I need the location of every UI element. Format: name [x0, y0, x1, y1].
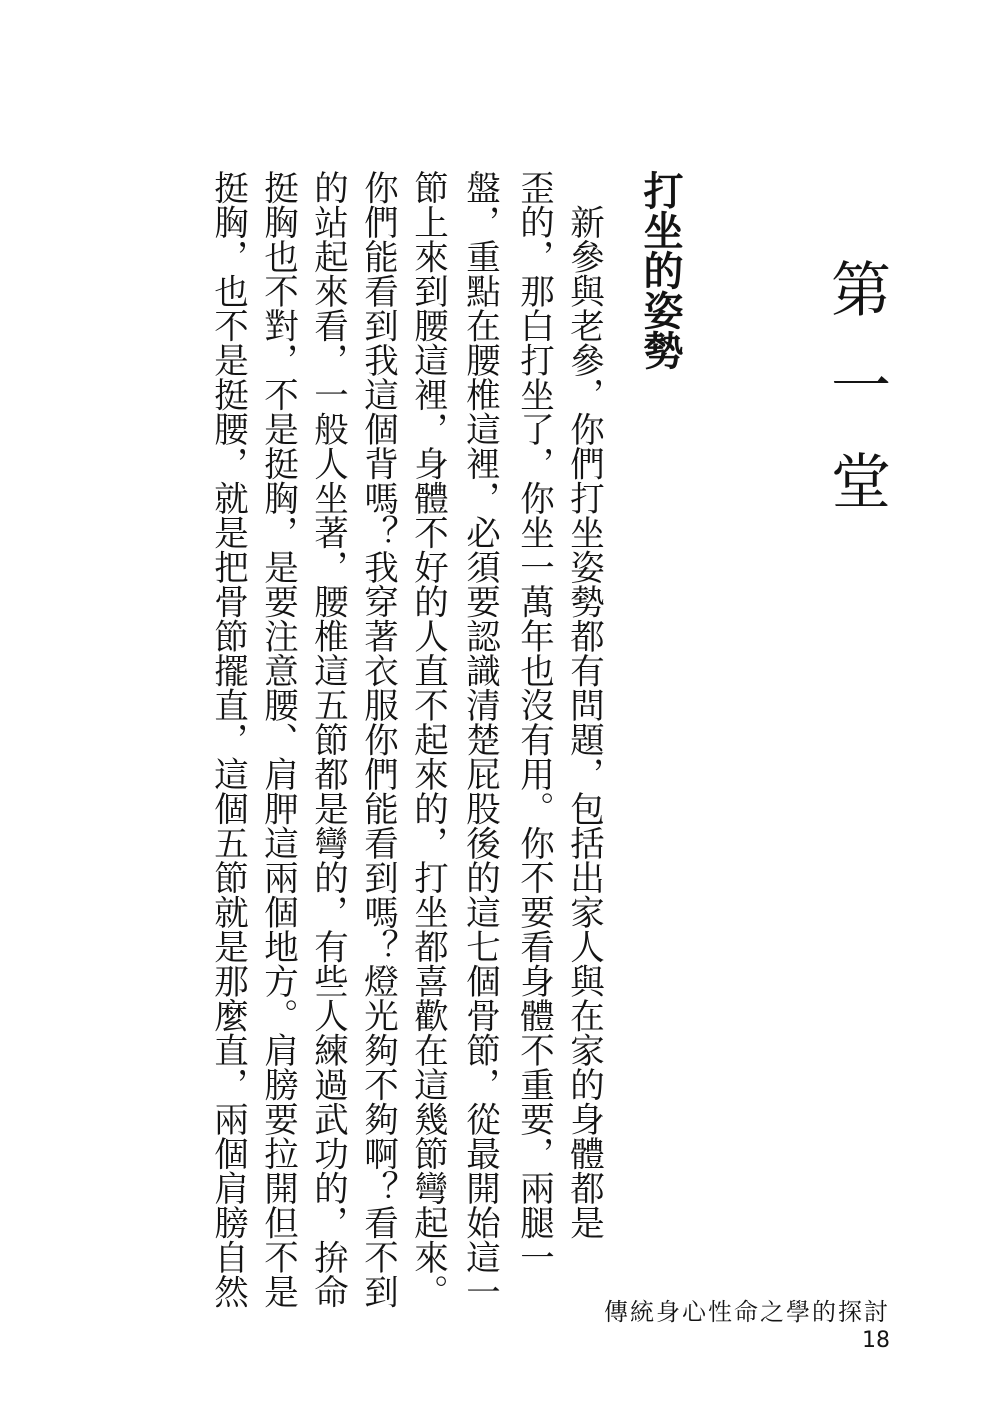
body-line-4: 節上來到腰這裡，身體不好的人直不起來的，打坐都喜歡在這幾節彎起來。	[407, 170, 448, 1309]
body-line-6: 的站起來看，一般人坐著，腰椎這五節都是彎的，有些人練過武功的，拚命	[307, 170, 348, 1309]
body-line-7: 挺胸也不對，不是挺胸，是要注意腰、肩胛這兩個地方。肩膀要拉開但不是	[257, 170, 298, 1309]
body-line-3: 盤，重點在腰椎這裡，必須要認識清楚屁股後的這七個骨節，從最開始這一	[459, 170, 500, 1309]
body-line-5: 你們能看到我這個背嗎？我穿著衣服你們能看到嗎？燈光夠不夠啊？看不到	[357, 170, 398, 1309]
section-title: 打坐的姿勢	[637, 170, 684, 370]
body-line-1: 新參與老參，你們打坐姿勢都有問題，包括出家人與在家的身體都是	[563, 170, 604, 1240]
body-line-8: 挺胸，也不是挺腰，就是把骨節擺直，這個五節就是那麼直，兩個肩膀自然	[207, 170, 248, 1309]
body-line-2: 歪的，那白打坐了，你坐一萬年也沒有用。你不要看身體不重要，兩腿一	[513, 170, 554, 1274]
page-number: 18	[862, 1328, 890, 1353]
body-text	[205, 170, 605, 1309]
chapter-title: 第一堂	[821, 258, 891, 546]
running-footer-book-title: 傳統身心性命之學的探討	[604, 1298, 890, 1326]
